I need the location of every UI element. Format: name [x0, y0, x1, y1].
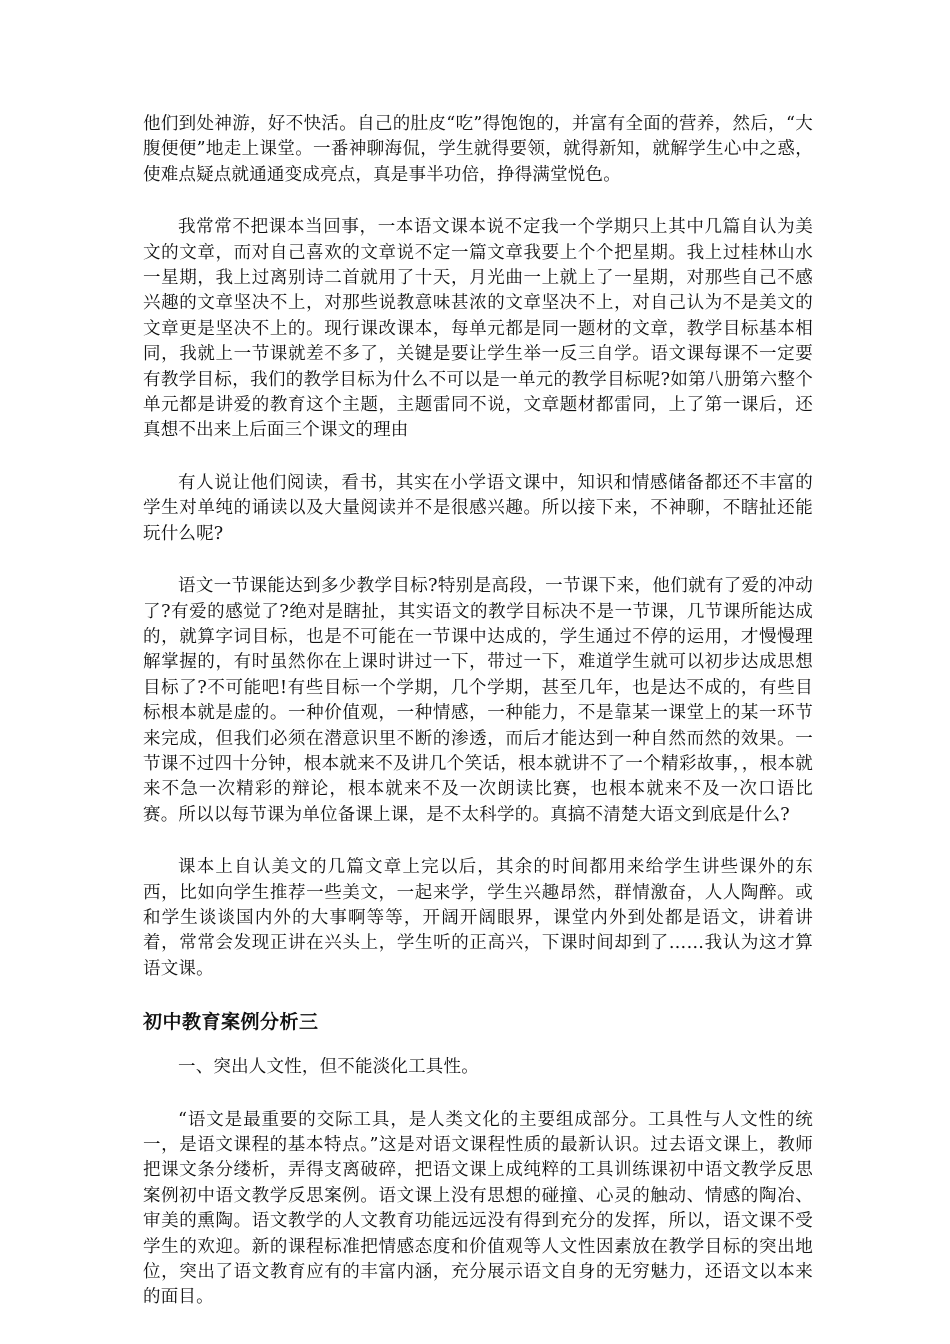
paragraph-curriculum: “语文是最重要的交际工具，是人类文化的主要组成部分。工具性与人文性的统一，是语文课程的基本特点。”这是对语文课程性质的最新认识。过去语文课上，教师把课文条分缕析，弄得支离破碎，把语文课上成纯粹的工具训练课初中语文教学反思案例初中语文教学反思案例。语文课上没有思想的碰撞、心灵的触动、情感的陶冶、审美的熏陶。语文教学的人文教育功能远远没有得到充分的发挥，所以，语文课不受学生的欢迎。新的课程标准把情感态度和价值观等人文性因素放在教学目标的突出地位，突出了语文教育应有的丰富内涵，充分展示语文自身的无穷魅力，还语文以本来的面目。 [143, 1109, 813, 1308]
paragraph-reading: 有人说让他们阅读，看书，其实在小学语文课中，知识和情感储备都还不丰富的学生对单纯的诵读以及大量阅读并不是很感兴趣。所以接下来，不神聊，不瞎扯还能玩什么呢? [143, 472, 813, 544]
paragraph-goals: 语文一节课能达到多少教学目标?特别是高段，一节课下来，他们就有了爱的冲动了?有爱的感觉了?绝对是瞎扯，其实语文的教学目标决不是一节课，几节课所能达成的，就算字词目标，也是不可能在一节课中达成的，学生通过不停的运用，才慢慢理解掌握的，有时虽然你在上课时讲过一下，带过一下，难道学生就可以初步达成思想目标了?不可能吧!有些目标一个学期，几个学期，甚至几年，也是达不成的，有些目标根本就是虚的。一种价值观，一种情感，一种能力，不是靠某一课堂上的某一环节来完成，但我们必须在潜意识里不断的渗透，而后才能达到一种自然而然的效果。一节课不过四十分钟，根本就来不及讲几个笑话，根本就讲不了一个精彩故事，，根本就来不急一次精彩的辩论，根本就来不及一次朗读比赛，也根本就来不及一次口语比赛。所以以每节课为单位备课上课，是不太科学的。真搞不清楚大语文到底是什么? [143, 576, 813, 825]
paragraph-continuation: 他们到处神游，好不快活。自己的肚皮“吃”得饱饱的，并富有全面的营养，然后，“大腹便便”地走上课堂。一番神聊海侃，学生就得要领，就得新知，就解学生心中之惑，使难点疑点就通通变成亮点，真是事半功倍，挣得满堂悦色。 [143, 114, 813, 185]
paragraph-point-one: 一、突出人文性，但不能淡化工具性。 [178, 1057, 479, 1078]
paragraph-extracurricular: 课本上自认美文的几篇文章上完以后，其余的时间都用来给学生讲些课外的东西，比如向学生推荐一些美文，一起来学，学生兴趣昂然，群情激奋，人人陶醉。或和学生谈谈国内外的大事啊等等，开阔开阔眼界，课堂内外到处都是语文，讲着讲着，常常会发现正讲在兴头上，学生听的正高兴，下课时间却到了……我认为这才算语文课。 [143, 857, 813, 979]
section-heading: 初中教育案例分析三 [143, 1011, 319, 1034]
document-page [143, 112, 813, 1338]
paragraph-textbook: 我常常不把课本当回事，一本语文课本说不定我一个学期只上其中几篇自认为美文的文章，而对自己喜欢的文章说不定一篇文章我要上个个把星期。我上过桂林山水一星期，我上过离别诗二首就用了十天，月光曲一上就上了一星期，对那些自己不感兴趣的文章坚决不上，对那些说教意味甚浓的文章坚决不上，对自己认为不是美文的文章更是坚决不上的。现行课改课本，每单元都是同一题材的文章，教学目标基本相同，我就上一节课就差不多了，关键是要让学生举一反三自学。语文课每课不一定要有教学目标，我们的教学目标为什么不可以是一单元的教学目标呢?如第八册第六整个单元都是讲爱的教育这个主题，主题雷同不说，文章题材都雷同，上了第一课后，还真想不出来上后面三个课文的理由 [143, 217, 813, 441]
